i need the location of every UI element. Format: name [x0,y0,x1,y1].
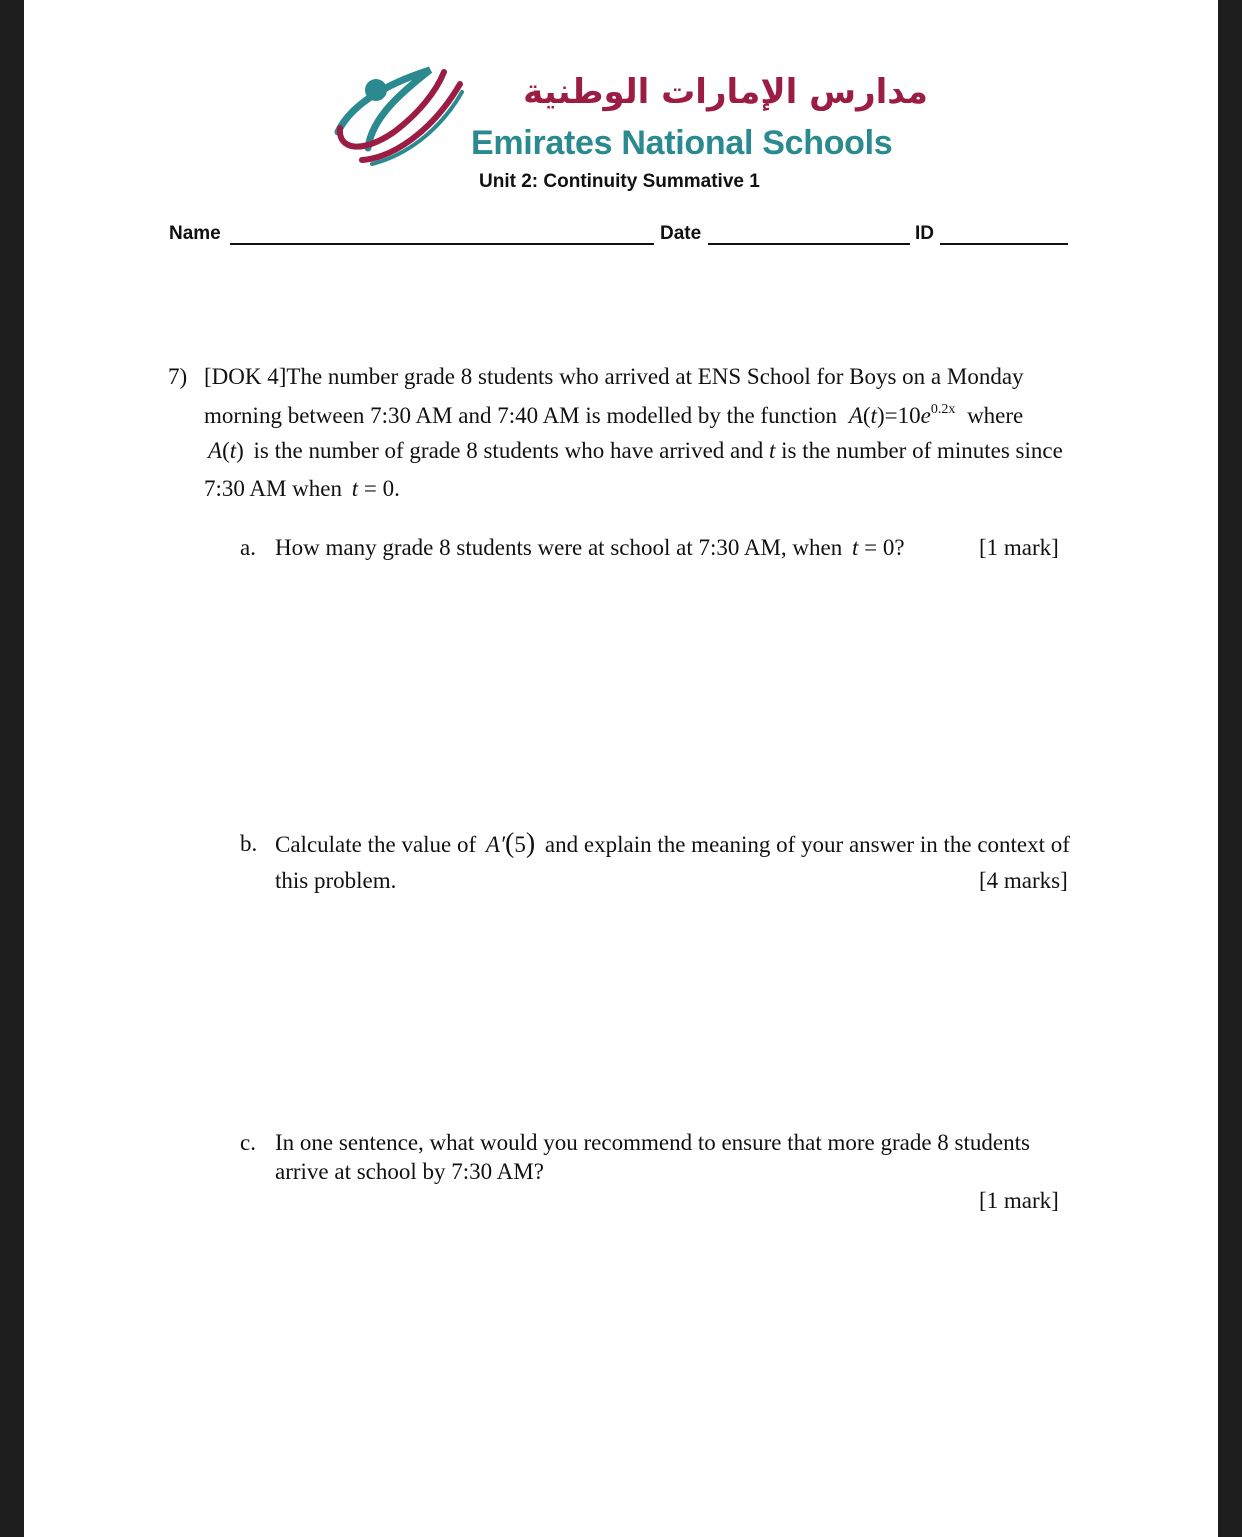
question-line-2-text: morning between 7:30 AM and 7:40 AM is modelled by the function [204,403,838,428]
part-c-line-2: arrive at school by 7:30 AM? [275,1159,544,1184]
school-name-arabic: مدارس الإمارات الوطنية [523,72,928,112]
function-base: e [920,403,931,428]
part-c-marks: [1 mark] [979,1188,1059,1213]
part-b-text-start: Calculate the value of [275,832,477,857]
part-a-question: How many grade 8 students were at school at 7:30 AM, when [275,535,843,560]
question-line-1: [DOK 4]The number grade 8 students who arrived at ENS School for Boys on a Monday [204,364,1024,389]
date-field[interactable] [708,243,910,245]
exam-page [24,0,1218,1537]
date-label: Date [660,223,702,244]
function-name: A [848,403,863,428]
name-label: Name [169,223,221,244]
name-field[interactable] [230,243,654,245]
question-line-2-end: where [967,403,1024,428]
part-b-line-1 [275,829,1070,860]
question-number: 7) [168,364,188,389]
part-b-line-2: this problem. [275,868,397,893]
question-line-3: A(t) is the number of grade 8 students who have arrived and t is the number of minutes since [208,438,1063,463]
part-b-derivative-arg: 5 [514,832,526,857]
part-b-derivative-name: A′ [485,832,506,857]
part-b-derivative: A′(5) [485,828,536,859]
question-line-3-mid: is the number of grade 8 students who have arrived and [253,438,764,463]
id-field[interactable] [940,243,1068,245]
id-label: ID [915,223,934,244]
line4-variable: t [351,476,359,501]
part-c-answer-area[interactable] [275,1230,1115,1490]
line3-variable: t [768,438,776,463]
part-b-answer-area[interactable] [275,910,1115,1110]
line3-function-name: A [208,438,223,463]
part-a-marks: [1 mark] [979,535,1059,560]
part-c-letter: c. [240,1130,256,1155]
question-line-3-end: is the number of minutes since [781,438,1063,463]
part-c-line-1: In one sentence, what would you recommend to ensure that more grade 8 students [275,1130,1030,1155]
part-a-text [275,533,905,563]
part-a-question-end: = 0? [864,535,905,560]
line3-function-variable: t [229,438,237,463]
function-exponent: 0.2x [930,402,956,417]
part-b-text-end: and explain the meaning of your answer in the context of [544,832,1070,857]
school-name-english: Emirates National Schools [471,124,893,162]
function-expression: $A(t)=10e^{0.2x}$ [848,402,956,428]
function-variable: t [870,403,877,428]
part-a-variable: t [851,535,859,560]
function-equals: =10 [884,403,921,428]
question-line-4-text: 7:30 AM when [204,476,342,501]
exam-subtitle: Unit 2: Continuity Summative 1 [479,171,760,192]
school-logo-icon [332,62,468,172]
part-a-letter: a. [240,535,256,560]
part-b-marks: [4 marks] [979,868,1068,893]
part-b-letter: b. [240,831,258,856]
question-line-4-end: = 0. [363,476,400,501]
question-line-4 [204,474,400,504]
question-line-2 [204,395,1023,431]
part-a-answer-area[interactable] [275,580,1115,800]
